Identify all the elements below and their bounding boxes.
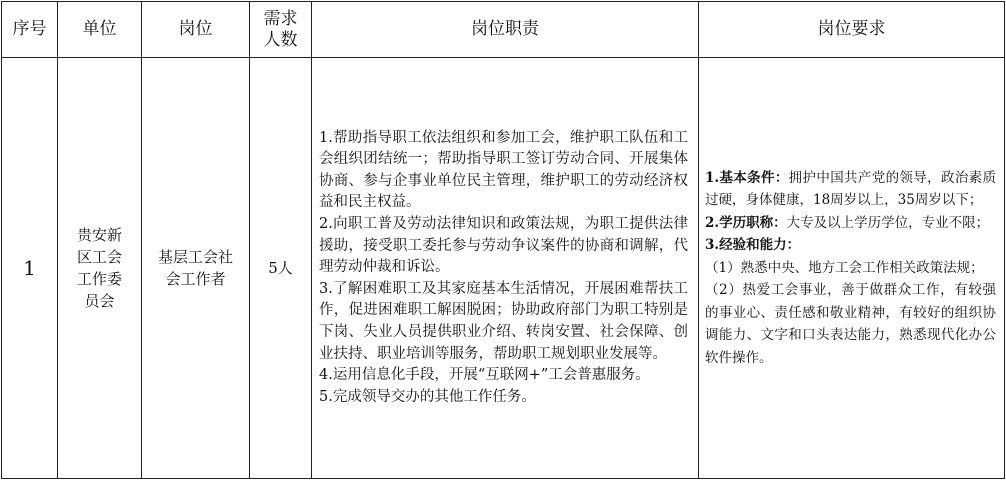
req-education-text: 大专及以上学历学位，专业不限； bbox=[786, 214, 990, 231]
row-duties-cell bbox=[312, 58, 699, 479]
table-row bbox=[2, 58, 1005, 479]
header-index: 序号 bbox=[2, 2, 58, 58]
req-basic-heading: 1.基本条件： bbox=[705, 169, 789, 186]
req-education-heading: 2.学历职称： bbox=[705, 214, 787, 231]
header-unit: 单位 bbox=[58, 2, 142, 58]
header-row bbox=[2, 2, 1005, 58]
header-count bbox=[250, 2, 312, 58]
header-count-line1: 需求 bbox=[263, 8, 298, 29]
row-unit-cell bbox=[58, 58, 142, 479]
header-count-line2: 人数 bbox=[263, 29, 298, 50]
req-experience-item-1: （1）熟悉中央、地方工会工作相关政策法规； bbox=[705, 259, 984, 276]
row-post: 基层工会社会工作者 bbox=[157, 248, 233, 288]
duty-item-2: 2.向职工普及劳动法律知识和政策法规，为职工提供法律援助，接受职工委托参与劳动争议案件的协商和调解，代理劳动仲裁和诉讼。 bbox=[319, 216, 688, 276]
req-basic bbox=[705, 167, 996, 212]
header-duties: 岗位职责 bbox=[312, 2, 699, 58]
header-post: 岗位 bbox=[142, 2, 250, 58]
duty-item-4: 4.运用信息化手段，开展“互联网+”工会普惠服务。 bbox=[319, 367, 650, 384]
req-experience-heading: 3.经验和能力： bbox=[705, 237, 801, 254]
row-unit: 贵安新区工会工作委员会 bbox=[76, 226, 122, 310]
row-requirements-cell bbox=[699, 58, 1005, 479]
req-basic-text: 拥护中国共产党的领导，政治素质过硬，身体健康，18周岁以上，35周岁以下； bbox=[705, 169, 997, 209]
duty-item-1: 1.帮助指导职工依法组织和参加工会，维护职工队伍和工会组织团结统一；帮助指导职工签订劳动合同、开展集体协商、参与企事业单位民主管理，维护职工的劳动经济权益和民主权益。 bbox=[319, 129, 688, 211]
row-post-cell bbox=[142, 58, 250, 479]
header-requirements: 岗位要求 bbox=[699, 2, 1005, 58]
duty-item-5: 5.完成领导交办的其他工作任务。 bbox=[319, 388, 536, 405]
row-index: 1 bbox=[2, 58, 58, 479]
duty-item-3: 3.了解困难职工及其家庭基本生活情况，开展困难帮扶工作，促进困难职工解困脱困；协助政府部门为职工特别是下岗、失业人员提供职业介绍、转岗安置、社会保障、创业扶持、职业培训等服务，帮助职工规划职业发展等。 bbox=[319, 280, 688, 362]
job-requirements-table bbox=[1, 1, 1005, 479]
row-count: 5人 bbox=[250, 58, 312, 479]
req-experience-item-2: （2）热爱工会事业，善于做群众工作，有较强的事业心、责任感和敬业精神，有较好的组织协调能力、文字和口头表达能力，熟悉现代化办公软件操作。 bbox=[705, 282, 996, 366]
req-education bbox=[705, 212, 996, 235]
req-experience bbox=[705, 234, 996, 257]
